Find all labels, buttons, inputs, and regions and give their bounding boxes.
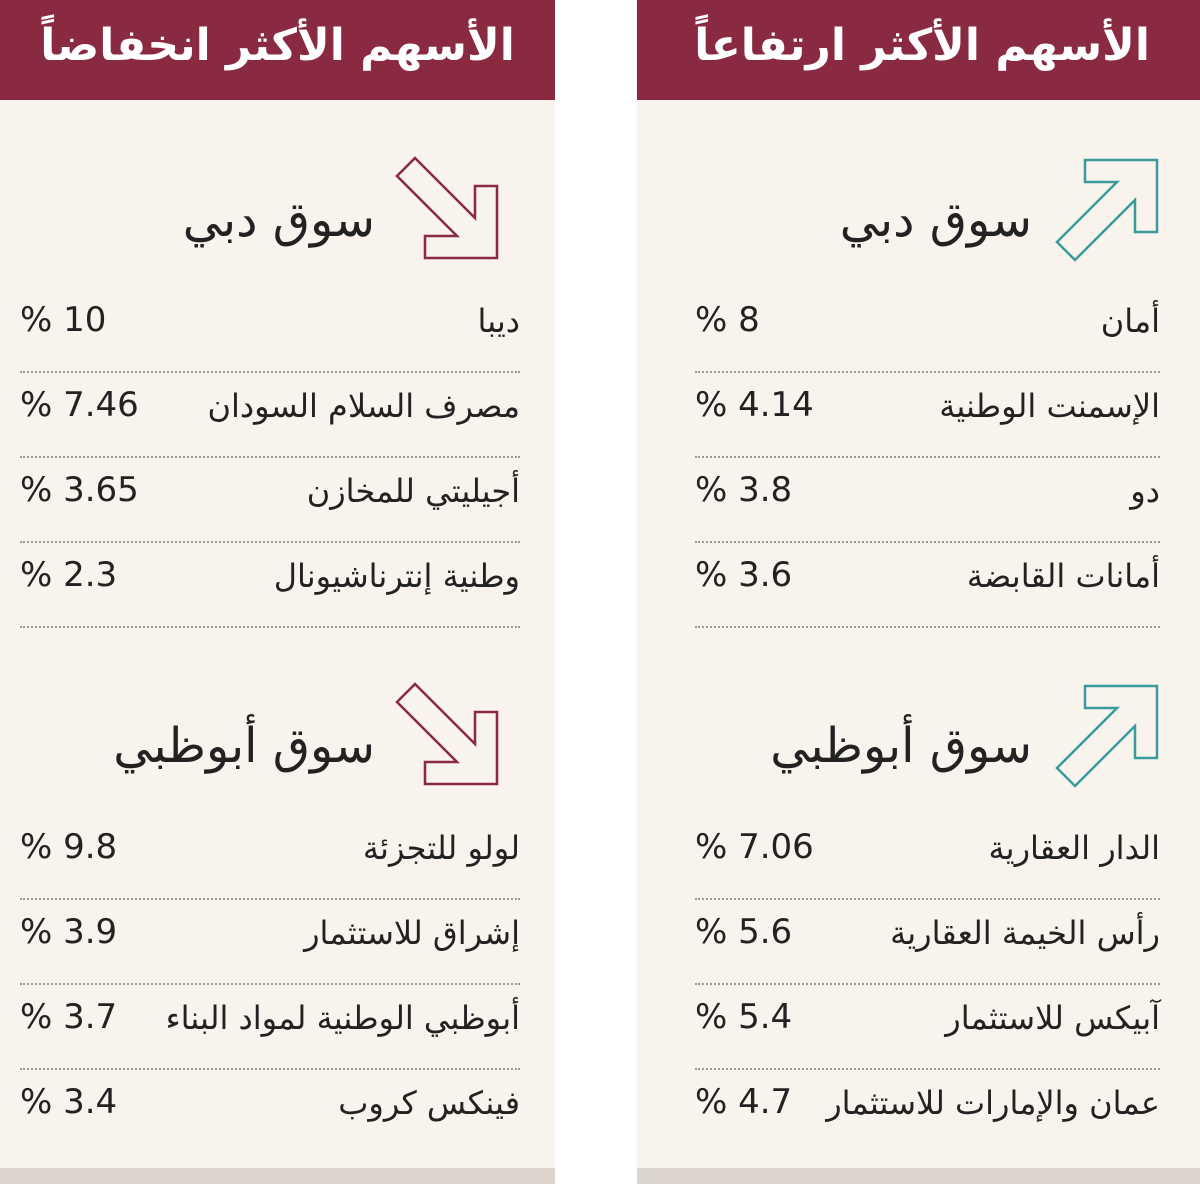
gainers-dubai-title: سوق دبي xyxy=(839,192,1032,248)
table-row xyxy=(695,985,1160,1070)
gainers-panel xyxy=(637,0,1200,1184)
down-right-arrow-icon xyxy=(395,156,500,261)
stock-name: الدار العقارية xyxy=(988,829,1160,867)
losers-header-title: الأسهم الأكثر انخفاضاً xyxy=(40,19,515,71)
stock-name: فينكس كروب xyxy=(338,1084,520,1122)
stock-change: % 3.8 xyxy=(695,470,793,510)
stock-name: أمانات القابضة xyxy=(966,557,1160,595)
stock-name: لولو للتجزئة xyxy=(362,829,520,867)
gainers-header xyxy=(637,0,1200,100)
stock-change: % 3.9 xyxy=(20,912,118,952)
losers-dubai-title: سوق دبي xyxy=(182,192,375,248)
stock-change: % 4.7 xyxy=(695,1082,793,1122)
table-row xyxy=(20,985,520,1070)
up-right-arrow-icon xyxy=(1055,678,1160,788)
bottom-strip xyxy=(0,1168,555,1184)
losers-abudhabi-title: سوق أبوظبي xyxy=(113,718,375,774)
table-row xyxy=(20,1070,520,1155)
table-row xyxy=(695,373,1160,458)
stock-name: أبوظبي الوطنية لمواد البناء xyxy=(165,999,520,1037)
losers-panel xyxy=(0,0,555,1184)
table-row xyxy=(695,815,1160,900)
table-row xyxy=(695,1070,1160,1155)
bottom-strip xyxy=(637,1168,1200,1184)
stock-name: أجيليتي للمخازن xyxy=(306,472,520,510)
gainers-abudhabi-title: سوق أبوظبي xyxy=(770,718,1032,774)
stock-change: % 10 xyxy=(20,300,107,340)
stock-name: الإسمنت الوطنية xyxy=(939,387,1160,425)
table-row xyxy=(695,900,1160,985)
stock-change: % 5.6 xyxy=(695,912,793,952)
stock-change: % 7.46 xyxy=(20,385,139,425)
table-row xyxy=(20,815,520,900)
stock-change: % 5.4 xyxy=(695,997,793,1037)
stock-change: % 2.3 xyxy=(20,555,118,595)
stock-name: رأس الخيمة العقارية xyxy=(890,914,1160,952)
up-right-arrow-icon xyxy=(1055,152,1160,262)
table-row xyxy=(20,373,520,458)
table-row xyxy=(695,458,1160,543)
stock-change: % 7.06 xyxy=(695,827,814,867)
stock-change: % 3.4 xyxy=(20,1082,118,1122)
table-row xyxy=(20,288,520,373)
table-row xyxy=(20,543,520,628)
stock-change: % 3.65 xyxy=(20,470,139,510)
table-row xyxy=(695,288,1160,373)
stock-name: أمان xyxy=(1100,302,1160,340)
losers-header xyxy=(0,0,555,100)
stock-name: عمان والإمارات للاستثمار xyxy=(826,1084,1160,1122)
table-row xyxy=(695,543,1160,628)
stock-change: % 3.7 xyxy=(20,997,118,1037)
down-right-arrow-icon xyxy=(395,682,500,787)
stock-name: مصرف السلام السودان xyxy=(207,387,520,425)
stock-name: ديبا xyxy=(477,302,520,340)
table-row xyxy=(20,458,520,543)
table-row xyxy=(20,900,520,985)
stock-change: % 3.6 xyxy=(695,555,793,595)
gainers-header-title: الأسهم الأكثر ارتفاعاً xyxy=(694,19,1150,71)
stock-change: % 4.14 xyxy=(695,385,814,425)
stock-name: دو xyxy=(1130,472,1160,510)
stock-name: وطنية إنترناشيونال xyxy=(273,557,520,595)
stock-name: آبيكس للاستثمار xyxy=(945,999,1160,1037)
stock-name: إشراق للاستثمار xyxy=(304,914,520,952)
stock-change: % 9.8 xyxy=(20,827,118,867)
stock-change: % 8 xyxy=(695,300,760,340)
